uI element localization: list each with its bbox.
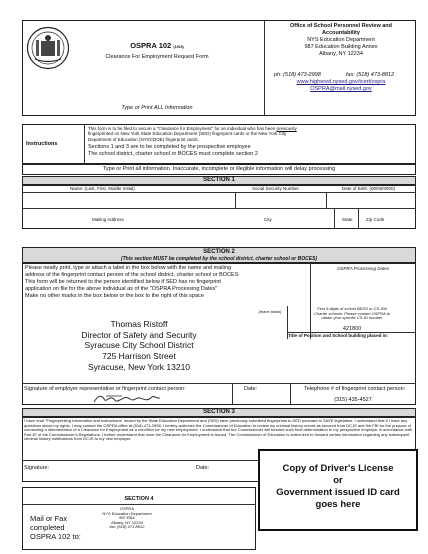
type-note: Type or Print ALL Information bbox=[121, 105, 193, 111]
processing-note: Type or Print all information. Inaccurate, incomplete or illegible information will delay processing bbox=[102, 166, 336, 172]
ssn-field[interactable] bbox=[236, 193, 326, 207]
zip-field[interactable] bbox=[359, 209, 415, 216]
beds-number[interactable]: 421800 bbox=[342, 326, 362, 332]
beds-label: First 6 digits of school BEDS or CS-ID# Charter schools: Please contact OSPRA to obtain your specific CS-ID number bbox=[314, 306, 390, 321]
dob-label: Date of Birth: (00/00/0000) bbox=[342, 186, 396, 191]
section-2-title: SECTION 2 bbox=[203, 249, 235, 255]
office-name-line-1: Office of School Personnel Review and bbox=[289, 23, 393, 29]
mail-address-line-1: OSPRA bbox=[119, 506, 134, 511]
section-2-subtitle: (This section MUST be completed by the school district, charter school or BOCES) bbox=[120, 256, 318, 262]
instructions-line-5: The school district, charter school or BOCES must complete section 2 bbox=[88, 150, 258, 157]
employer-signature-label: Signature of employer representative or fingerprint contact person: bbox=[24, 386, 186, 392]
mail-address-line-4: Albany, NY 12234 bbox=[111, 519, 143, 525]
id-card-placeholder-box bbox=[258, 449, 418, 531]
processing-dates-label: OSPRA Processing Dates bbox=[336, 266, 390, 271]
mail-address-line-2: NYS Education Department bbox=[102, 510, 152, 516]
instructions-line-4: Sections 1 and 3 are to be completed by the prospective employee bbox=[88, 144, 251, 150]
id-placeholder-line-3: Government issued ID card bbox=[276, 487, 400, 498]
ssn-label: Social Security Number bbox=[252, 186, 300, 191]
dob-field[interactable] bbox=[327, 193, 415, 207]
city-field[interactable] bbox=[254, 209, 333, 216]
section-3-date-label: Date: bbox=[196, 465, 210, 471]
section-3-authorization-text: I have read "Fingerprinting Information and Instructions" issued by the State Education Department and (SED) have previously submitted fingerprints to SED pursuant to SAVE legislation. I understand that if I have any questions about my rights, I may contact the OSPRA office at (518) 473-2998. I hereby authorize the Commissioner of Education to review my criminal history record as secured from DCJS and the FBI for the purpose of conducting a determination of a Clearance for Employment as a condition for my new employment. I understand that the Commissioner will forward such final determination to my perspective employer in accordance with Part 87 of the Commissioner's Regulations. I further understand that once the Clearance for Employment is issued, The Commissioner of Education is authorized to forward certain information regarding any subsequent criminal history notifications from DCJS to my new employer. bbox=[24, 418, 412, 442]
instructions-label: Instructions bbox=[26, 141, 58, 147]
office-address-line-1: NYS Education Department bbox=[307, 37, 375, 43]
title-position-label: Title of Position and School building placed in: bbox=[288, 333, 389, 338]
mail-label-line-1: Mail or Fax bbox=[30, 514, 68, 523]
form-date: (1/03) bbox=[173, 44, 184, 49]
city-label: City bbox=[264, 217, 272, 222]
state-field[interactable] bbox=[335, 209, 357, 216]
applicant-signature-field[interactable] bbox=[52, 462, 192, 480]
mail-label-line-3: OSPRA 102 to: bbox=[30, 532, 81, 541]
section-3-signature-label: Signature: bbox=[24, 465, 50, 471]
contact-city: Syracuse, New York 13210 bbox=[87, 361, 191, 372]
contact-organization: Syracuse City School District bbox=[84, 340, 194, 351]
office-web-link[interactable]: www.highered.nysed.gov/tcert/ospra bbox=[296, 79, 386, 85]
section-2-instructions: Please neatly print, type or attach a label in the box below with the name and mailing address of the fingerprint contact person of the school district, charter school or BOCES This form will be returned to the person identified below if SED has no fingerprint application on file for the above individual as of the "OSPRA Processing Dates" Make no other marks in the box below or the box to the right of this space bbox=[25, 265, 239, 299]
name-field[interactable] bbox=[23, 193, 235, 207]
instructions-line-1: This form is to be filed to secure a "Clearance for Employment" for an individual who has been previously bbox=[88, 126, 297, 131]
instructions-line-2: fingerprinted on New York State Education Department (SED) fingerprint cards or the New York City bbox=[88, 131, 287, 137]
mailing-address-field[interactable] bbox=[23, 209, 253, 216]
form-title: Clearance For Employment Request Form bbox=[105, 54, 209, 60]
section-3-header: SECTION 3 bbox=[22, 408, 416, 417]
leave-blank-label: (leave blank) bbox=[258, 309, 282, 314]
telephone-label: Telephone # of fingerprint contact person: bbox=[304, 386, 406, 392]
section-2-header bbox=[22, 247, 416, 263]
contact-title: Director of Safety and Security bbox=[81, 329, 197, 340]
section-2-date-label: Date: bbox=[244, 386, 258, 392]
contact-street: 725 Harrison Street bbox=[102, 350, 176, 361]
contact-name: Thomas Ristoff bbox=[110, 319, 168, 329]
id-placeholder-line-1: Copy of Driver's License bbox=[282, 463, 394, 474]
office-email-link[interactable]: OSPRA@mail.nysed.gov bbox=[310, 86, 372, 92]
office-address-line-2: 987 Education Building Annex bbox=[304, 43, 378, 50]
mail-address-fax: fax: (518) 473-8812 bbox=[109, 524, 145, 530]
id-placeholder-line-2: or bbox=[333, 475, 343, 486]
office-address-line-3: Albany, NY 12234 bbox=[319, 50, 363, 57]
section-4-title: SECTION 4 bbox=[124, 496, 154, 502]
instructions-line-3: Department of Education (NYSCDOE) fingerprint cards. bbox=[88, 136, 200, 142]
mail-label-line-2: completed bbox=[30, 523, 65, 532]
mail-address-line-3: 987 EBA bbox=[119, 515, 135, 521]
telephone-value[interactable]: (315) 435-4527 bbox=[334, 397, 372, 403]
state-label: State bbox=[342, 217, 353, 222]
mailing-address-label: Mailing Address bbox=[92, 217, 124, 222]
office-phone: ph: (518) 473-2998 bbox=[274, 72, 321, 78]
form-number: OSPRA 102 bbox=[130, 41, 172, 50]
office-name-line-2: Accountability bbox=[322, 29, 360, 36]
id-placeholder-line-4: goes here bbox=[315, 499, 361, 510]
contact-address-block bbox=[22, 319, 256, 372]
nys-seal-logo bbox=[26, 26, 70, 70]
section-1-header: SECTION 1 bbox=[22, 176, 416, 185]
employer-signature bbox=[92, 393, 162, 406]
zip-label: Zip Code bbox=[366, 217, 385, 222]
section-3-date-field[interactable] bbox=[214, 462, 254, 480]
office-fax: fax: (518) 473-8812 bbox=[346, 72, 395, 78]
name-label: Name: (Last, First, Middle Initial) bbox=[70, 186, 135, 191]
